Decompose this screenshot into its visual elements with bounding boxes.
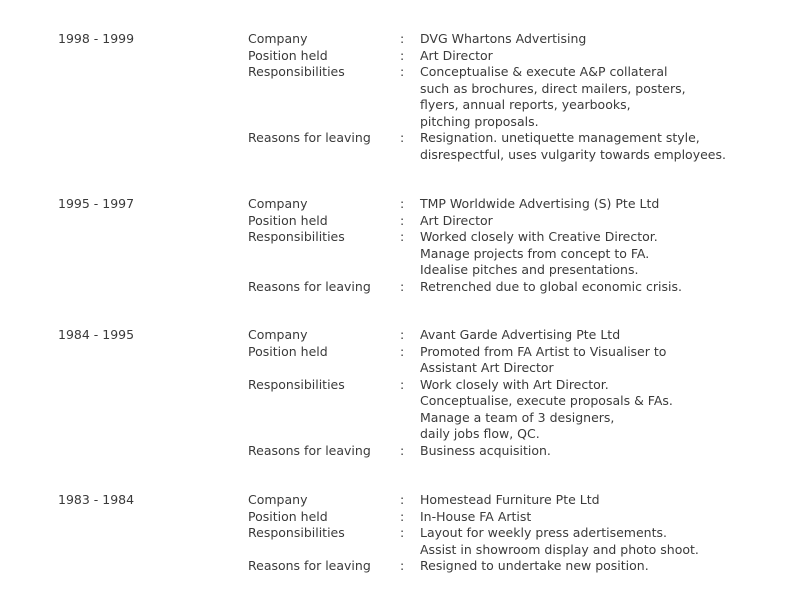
company-label: Company [248, 327, 308, 342]
leaving-line: Resignation. unetiquette management style, [420, 130, 700, 145]
separator-colon: : [400, 558, 405, 573]
leaving-label: Reasons for leaving [248, 130, 371, 145]
responsibilities-value [420, 64, 760, 130]
separator-colon: : [400, 278, 405, 294]
company-name: DVG Whartons Advertising [420, 31, 587, 46]
separator-colon: : [400, 442, 405, 458]
separator-colon: : [400, 64, 405, 79]
position-value [420, 213, 760, 230]
company-name: TMP Worldwide Advertising (S) Pte Ltd [420, 196, 660, 211]
responsibility-line: Work closely with Art Director. [420, 376, 609, 392]
employment-period: 1983 - 1984 [58, 492, 135, 507]
responsibility-line: Manage a team of 3 designers, [420, 409, 615, 425]
company-name: Homestead Furniture Pte Ltd [420, 492, 600, 507]
position-value [420, 344, 760, 377]
separator-colon: : [400, 229, 405, 244]
employment-period: 1995 - 1997 [58, 196, 135, 211]
position-label: Position held [248, 508, 328, 524]
leaving-value [420, 558, 760, 575]
responsibility-line: Conceptualise, execute proposals & FAs. [420, 393, 673, 408]
separator-colon: : [400, 343, 405, 359]
responsibility-line: Conceptualise & execute A&P collateral [420, 64, 668, 79]
separator-colon: : [400, 47, 405, 63]
leaving-value [420, 443, 760, 460]
position-line: In-House FA Artist [420, 508, 532, 524]
separator-colon: : [400, 327, 405, 342]
position-value [420, 509, 760, 526]
leaving-label: Reasons for leaving [248, 442, 371, 458]
responsibility-line: Idealise pitches and presentations. [420, 262, 639, 277]
company-name: Avant Garde Advertising Pte Ltd [420, 327, 621, 342]
leaving-value [420, 130, 760, 163]
leaving-label: Reasons for leaving [248, 278, 371, 294]
responsibilities-label: Responsibilities [248, 525, 345, 540]
leaving-line: Resigned to undertake new position. [420, 558, 649, 573]
separator-colon: : [400, 525, 405, 540]
employment-period: 1984 - 1995 [58, 327, 135, 342]
company-label: Company [248, 492, 308, 507]
responsibilities-value [420, 377, 760, 443]
responsibility-line: Layout for weekly press adertisements. [420, 525, 667, 540]
separator-colon: : [400, 492, 405, 507]
company-label: Company [248, 31, 308, 46]
company-value [420, 492, 760, 509]
leaving-line: disrespectful, uses vulgarity towards employees. [420, 146, 726, 162]
position-label: Position held [248, 343, 328, 359]
responsibility-line: Assist in showroom display and photo shoot. [420, 541, 699, 557]
responsibilities-value [420, 229, 760, 279]
responsibility-line: Manage projects from concept to FA. [420, 245, 650, 261]
position-line: Promoted from FA Artist to Visualiser to [420, 343, 667, 359]
separator-colon: : [400, 508, 405, 524]
separator-colon: : [400, 130, 405, 145]
leaving-label: Reasons for leaving [248, 558, 371, 573]
responsibilities-label: Responsibilities [248, 376, 345, 392]
responsibilities-value [420, 525, 760, 558]
separator-colon: : [400, 212, 405, 228]
separator-colon: : [400, 31, 405, 46]
company-value [420, 327, 760, 344]
responsibility-line: daily jobs flow, QC. [420, 426, 540, 441]
company-value [420, 31, 760, 48]
leaving-line: Retrenched due to global economic crisis. [420, 278, 682, 294]
company-label: Company [248, 196, 308, 211]
position-value [420, 48, 760, 65]
position-line: Art Director [420, 212, 493, 228]
responsibility-line: Worked closely with Creative Director. [420, 229, 658, 244]
company-value [420, 196, 760, 213]
employment-period: 1998 - 1999 [58, 31, 135, 46]
position-label: Position held [248, 47, 328, 63]
responsibilities-label: Responsibilities [248, 229, 345, 244]
position-line: Assistant Art Director [420, 360, 554, 375]
position-label: Position held [248, 212, 328, 228]
responsibility-line: pitching proposals. [420, 113, 539, 129]
separator-colon: : [400, 196, 405, 211]
position-line: Art Director [420, 47, 493, 63]
responsibility-line: flyers, annual reports, yearbooks, [420, 97, 631, 112]
responsibilities-label: Responsibilities [248, 64, 345, 79]
responsibility-line: such as brochures, direct mailers, posters, [420, 80, 686, 96]
leaving-line: Business acquisition. [420, 442, 551, 458]
separator-colon: : [400, 376, 405, 392]
leaving-value [420, 279, 760, 296]
